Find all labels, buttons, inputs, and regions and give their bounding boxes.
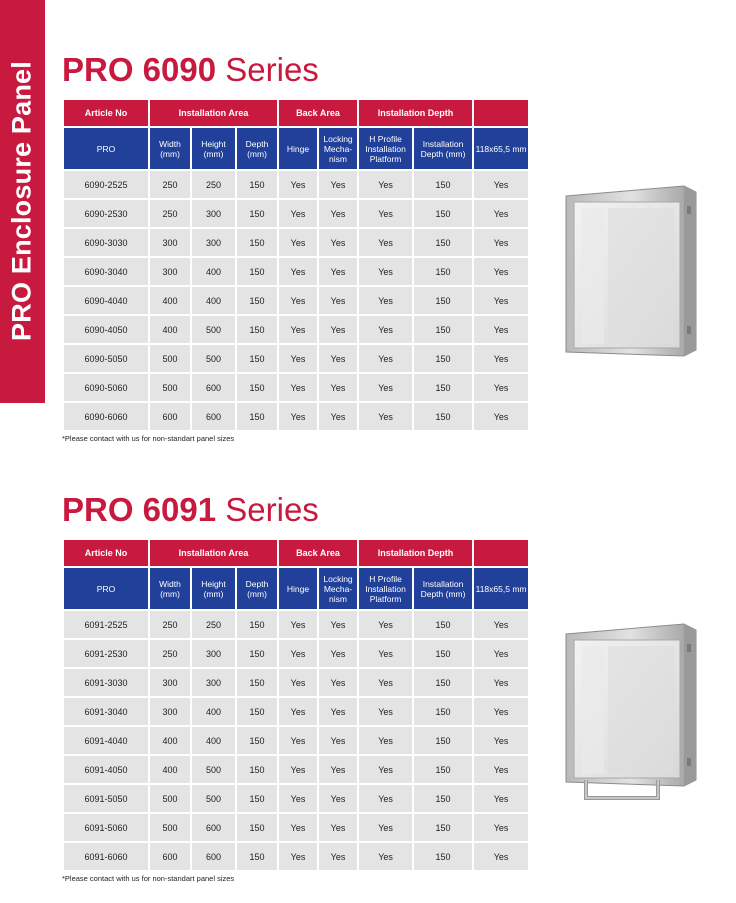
cell-depth: 150 [237, 785, 277, 812]
cell-depth: 150 [237, 669, 277, 696]
cell-install-depth: 150 [414, 403, 472, 430]
header-installation-area: Installation Area [150, 540, 277, 566]
cell-size: Yes [474, 756, 528, 783]
cell-height: 500 [192, 316, 235, 343]
cell-h-profile: Yes [359, 640, 412, 667]
spec-table-6091 [62, 538, 530, 872]
cell-article-no: 6090-6060 [64, 403, 148, 430]
series-title-suffix: Series [216, 51, 319, 88]
cell-h-profile: Yes [359, 287, 412, 314]
cell-hinge: Yes [279, 756, 317, 783]
enclosure-6091-image [556, 620, 706, 805]
cell-depth: 150 [237, 287, 277, 314]
cell-install-depth: 150 [414, 171, 472, 198]
cell-width: 300 [150, 698, 190, 725]
cell-hinge: Yes [279, 374, 317, 401]
cell-width: 500 [150, 785, 190, 812]
series-title-code: PRO 6090 [62, 51, 217, 88]
table-row [64, 669, 528, 696]
cell-size: Yes [474, 814, 528, 841]
cell-hinge: Yes [279, 785, 317, 812]
header-install-depth-mm: Installation Depth (mm) [414, 568, 472, 609]
cell-depth: 150 [237, 345, 277, 372]
header-installation-area: Installation Area [150, 100, 277, 126]
cell-article-no: 6090-4040 [64, 287, 148, 314]
cell-size: Yes [474, 374, 528, 401]
cell-locking: Yes [319, 669, 357, 696]
cell-height: 400 [192, 727, 235, 754]
cell-install-depth: 150 [414, 843, 472, 870]
header-installation-depth: Installation Depth [359, 540, 472, 566]
cell-article-no: 6090-5060 [64, 374, 148, 401]
table-row [64, 287, 528, 314]
series-title-6091 [62, 490, 319, 530]
cell-locking: Yes [319, 843, 357, 870]
cell-height: 400 [192, 258, 235, 285]
cell-depth: 150 [237, 258, 277, 285]
header-pro: PRO [64, 568, 148, 609]
cell-width: 250 [150, 171, 190, 198]
table-row [64, 785, 528, 812]
cell-h-profile: Yes [359, 843, 412, 870]
header-height: Height (mm) [192, 128, 235, 169]
table-row [64, 403, 528, 430]
cell-h-profile: Yes [359, 345, 412, 372]
cell-hinge: Yes [279, 345, 317, 372]
header-back-area: Back Area [279, 540, 357, 566]
cell-h-profile: Yes [359, 669, 412, 696]
cell-depth: 150 [237, 403, 277, 430]
cell-hinge: Yes [279, 814, 317, 841]
cell-hinge: Yes [279, 669, 317, 696]
cell-size: Yes [474, 785, 528, 812]
table-row [64, 698, 528, 725]
cell-article-no: 6090-5050 [64, 345, 148, 372]
header-width: Width (mm) [150, 128, 190, 169]
cell-h-profile: Yes [359, 611, 412, 638]
header-pro: PRO [64, 128, 148, 169]
cell-depth: 150 [237, 374, 277, 401]
table-row [64, 814, 528, 841]
cell-hinge: Yes [279, 287, 317, 314]
cell-hinge: Yes [279, 727, 317, 754]
cell-h-profile: Yes [359, 785, 412, 812]
cell-size: Yes [474, 229, 528, 256]
series-title-6090 [62, 50, 319, 90]
cell-width: 300 [150, 258, 190, 285]
cell-height: 300 [192, 229, 235, 256]
cell-width: 500 [150, 345, 190, 372]
cell-h-profile: Yes [359, 171, 412, 198]
header-hinge: Hinge [279, 568, 317, 609]
cell-depth: 150 [237, 756, 277, 783]
header-size: 118x65,5 mm [474, 568, 528, 609]
header-depth: Depth (mm) [237, 568, 277, 609]
cell-height: 600 [192, 814, 235, 841]
cell-height: 500 [192, 756, 235, 783]
cell-hinge: Yes [279, 316, 317, 343]
header-row-sub [64, 128, 528, 169]
cell-h-profile: Yes [359, 814, 412, 841]
spec-table-6090 [62, 98, 530, 432]
cell-height: 600 [192, 403, 235, 430]
cell-hinge: Yes [279, 258, 317, 285]
header-h-profile: H Profile Installation Platform [359, 128, 412, 169]
table-row [64, 229, 528, 256]
cell-size: Yes [474, 287, 528, 314]
cell-locking: Yes [319, 698, 357, 725]
cell-locking: Yes [319, 200, 357, 227]
cell-article-no: 6091-5060 [64, 814, 148, 841]
cell-height: 300 [192, 669, 235, 696]
series-title-suffix: Series [216, 491, 319, 528]
header-hinge: Hinge [279, 128, 317, 169]
cell-h-profile: Yes [359, 403, 412, 430]
cell-size: Yes [474, 669, 528, 696]
cell-width: 300 [150, 229, 190, 256]
cell-size: Yes [474, 640, 528, 667]
footnote: *Please contact with us for non-standart panel sizes [62, 434, 235, 443]
cell-article-no: 6091-2530 [64, 640, 148, 667]
table-row [64, 727, 528, 754]
cell-width: 400 [150, 316, 190, 343]
header-article-no: Article No [64, 540, 148, 566]
cell-hinge: Yes [279, 611, 317, 638]
cell-width: 400 [150, 756, 190, 783]
cell-locking: Yes [319, 611, 357, 638]
cell-locking: Yes [319, 403, 357, 430]
table-row [64, 611, 528, 638]
cell-install-depth: 150 [414, 345, 472, 372]
header-width: Width (mm) [150, 568, 190, 609]
cell-locking: Yes [319, 727, 357, 754]
cell-size: Yes [474, 698, 528, 725]
cell-article-no: 6091-3030 [64, 669, 148, 696]
cell-size: Yes [474, 403, 528, 430]
cell-width: 250 [150, 200, 190, 227]
cell-install-depth: 150 [414, 814, 472, 841]
cell-width: 400 [150, 287, 190, 314]
footnote: *Please contact with us for non-standart panel sizes [62, 874, 235, 883]
cell-install-depth: 150 [414, 316, 472, 343]
cell-h-profile: Yes [359, 200, 412, 227]
cell-depth: 150 [237, 171, 277, 198]
cell-hinge: Yes [279, 640, 317, 667]
table-row [64, 200, 528, 227]
header-installation-depth: Installation Depth [359, 100, 472, 126]
cell-locking: Yes [319, 785, 357, 812]
cell-locking: Yes [319, 640, 357, 667]
header-row-top [64, 540, 528, 566]
cell-install-depth: 150 [414, 229, 472, 256]
cell-width: 600 [150, 403, 190, 430]
cell-depth: 150 [237, 698, 277, 725]
cell-hinge: Yes [279, 403, 317, 430]
table-body [64, 611, 528, 870]
cell-locking: Yes [319, 171, 357, 198]
header-blank [474, 100, 528, 126]
header-size: 118x65,5 mm [474, 128, 528, 169]
cell-locking: Yes [319, 287, 357, 314]
header-h-profile: H Profile Installation Platform [359, 568, 412, 609]
cell-hinge: Yes [279, 229, 317, 256]
table-row [64, 843, 528, 870]
cell-article-no: 6091-4040 [64, 727, 148, 754]
cell-height: 400 [192, 698, 235, 725]
cell-article-no: 6090-4050 [64, 316, 148, 343]
cell-h-profile: Yes [359, 258, 412, 285]
side-banner-text: PRO Enclosure Panel [6, 61, 37, 341]
cell-depth: 150 [237, 316, 277, 343]
cell-height: 400 [192, 287, 235, 314]
cell-size: Yes [474, 200, 528, 227]
cell-height: 600 [192, 843, 235, 870]
cell-size: Yes [474, 258, 528, 285]
cell-locking: Yes [319, 229, 357, 256]
cell-h-profile: Yes [359, 374, 412, 401]
cell-install-depth: 150 [414, 287, 472, 314]
header-article-no: Article No [64, 100, 148, 126]
enclosure-6090-image [556, 182, 706, 362]
cell-article-no: 6091-4050 [64, 756, 148, 783]
table-row [64, 316, 528, 343]
cell-width: 400 [150, 727, 190, 754]
cell-depth: 150 [237, 814, 277, 841]
table-row [64, 374, 528, 401]
cell-depth: 150 [237, 640, 277, 667]
cell-article-no: 6091-5050 [64, 785, 148, 812]
cell-height: 500 [192, 785, 235, 812]
cell-depth: 150 [237, 200, 277, 227]
side-banner [0, 0, 45, 403]
table-row [64, 640, 528, 667]
cell-width: 500 [150, 374, 190, 401]
cell-locking: Yes [319, 374, 357, 401]
cell-h-profile: Yes [359, 756, 412, 783]
cell-size: Yes [474, 727, 528, 754]
cell-h-profile: Yes [359, 727, 412, 754]
cell-article-no: 6090-3030 [64, 229, 148, 256]
cell-install-depth: 150 [414, 258, 472, 285]
cell-article-no: 6090-2525 [64, 171, 148, 198]
cell-hinge: Yes [279, 200, 317, 227]
cell-locking: Yes [319, 316, 357, 343]
header-blank [474, 540, 528, 566]
table-row [64, 258, 528, 285]
cell-width: 600 [150, 843, 190, 870]
header-row-sub [64, 568, 528, 609]
cell-height: 250 [192, 171, 235, 198]
cell-install-depth: 150 [414, 785, 472, 812]
cell-size: Yes [474, 345, 528, 372]
table-row [64, 756, 528, 783]
table-row [64, 171, 528, 198]
cell-hinge: Yes [279, 698, 317, 725]
header-install-depth-mm: Installation Depth (mm) [414, 128, 472, 169]
cell-install-depth: 150 [414, 727, 472, 754]
header-height: Height (mm) [192, 568, 235, 609]
cell-height: 300 [192, 640, 235, 667]
cell-depth: 150 [237, 611, 277, 638]
cell-width: 250 [150, 640, 190, 667]
cell-article-no: 6090-3040 [64, 258, 148, 285]
series-title-code: PRO 6091 [62, 491, 217, 528]
cell-install-depth: 150 [414, 374, 472, 401]
cell-depth: 150 [237, 727, 277, 754]
header-back-area: Back Area [279, 100, 357, 126]
cell-locking: Yes [319, 345, 357, 372]
cell-hinge: Yes [279, 171, 317, 198]
header-locking-mechanism: Locking Mecha- nism [319, 128, 357, 169]
cell-height: 600 [192, 374, 235, 401]
cell-h-profile: Yes [359, 229, 412, 256]
cell-article-no: 6091-6060 [64, 843, 148, 870]
cell-article-no: 6091-3040 [64, 698, 148, 725]
cell-depth: 150 [237, 843, 277, 870]
header-row-top [64, 100, 528, 126]
cell-width: 500 [150, 814, 190, 841]
cell-size: Yes [474, 611, 528, 638]
cell-size: Yes [474, 171, 528, 198]
table-body [64, 171, 528, 430]
cell-height: 500 [192, 345, 235, 372]
cell-locking: Yes [319, 814, 357, 841]
cell-locking: Yes [319, 756, 357, 783]
cell-hinge: Yes [279, 843, 317, 870]
cell-install-depth: 150 [414, 611, 472, 638]
cell-size: Yes [474, 843, 528, 870]
cell-h-profile: Yes [359, 698, 412, 725]
header-depth: Depth (mm) [237, 128, 277, 169]
cell-install-depth: 150 [414, 640, 472, 667]
cell-size: Yes [474, 316, 528, 343]
cell-article-no: 6091-2525 [64, 611, 148, 638]
cell-article-no: 6090-2530 [64, 200, 148, 227]
cell-install-depth: 150 [414, 756, 472, 783]
cell-install-depth: 150 [414, 669, 472, 696]
cell-height: 300 [192, 200, 235, 227]
cell-width: 300 [150, 669, 190, 696]
cell-h-profile: Yes [359, 316, 412, 343]
table-row [64, 345, 528, 372]
cell-width: 250 [150, 611, 190, 638]
cell-depth: 150 [237, 229, 277, 256]
cell-install-depth: 150 [414, 200, 472, 227]
cell-locking: Yes [319, 258, 357, 285]
header-locking-mechanism: Locking Mecha- nism [319, 568, 357, 609]
cell-install-depth: 150 [414, 698, 472, 725]
cell-height: 250 [192, 611, 235, 638]
